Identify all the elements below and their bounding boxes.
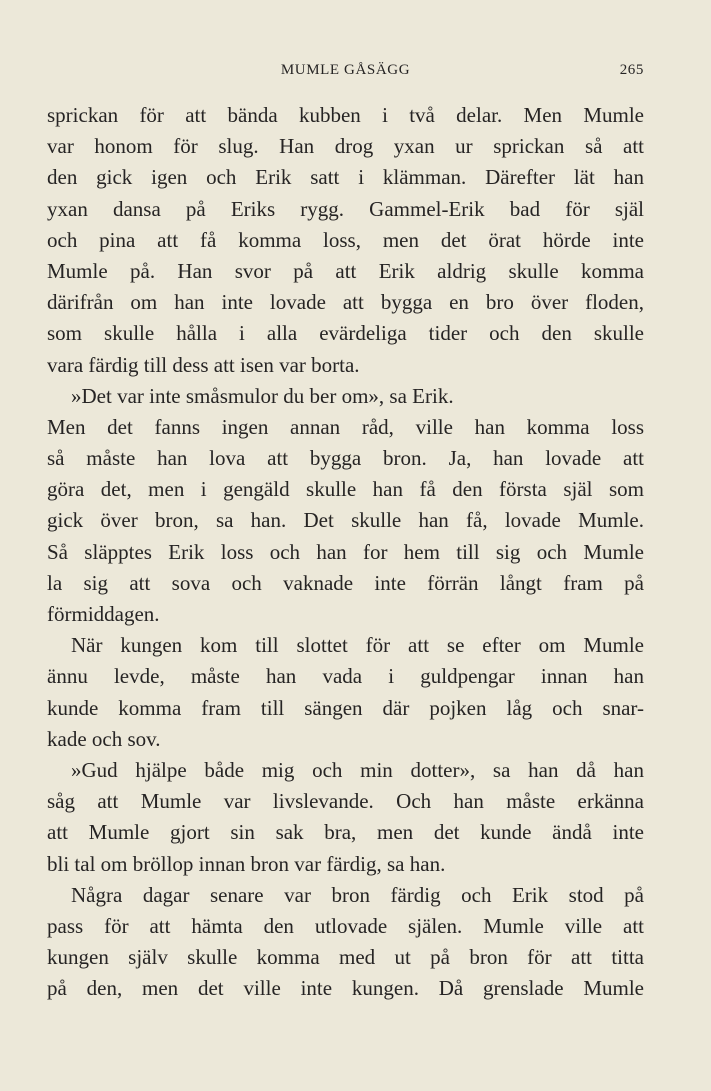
text-line: »Gud hjälpe både mig och min dotter», sa han då han bbox=[71, 757, 644, 782]
text-line: kungen själv skulle komma med ut på bron för att titta bbox=[47, 945, 644, 970]
text-line: kunde komma fram till sängen där pojken låg och snar- bbox=[47, 695, 644, 720]
text-line: göra det, men i gengäld skulle han få den första själ som bbox=[47, 477, 644, 502]
text-line: yxan dansa på Eriks rygg. Gammel-Erik bad för själ bbox=[47, 196, 644, 221]
text-line: som skulle hålla i alla evärdeliga tider och den skulle bbox=[47, 321, 644, 346]
text-line: ännu levde, måste han vada i guldpengar innan han bbox=[47, 664, 644, 689]
page-number: 265 bbox=[619, 62, 644, 78]
text-line: därifrån om han inte lovade att bygga en bro över floden, bbox=[47, 290, 644, 315]
text-line: så måste han lova att bygga bron. Ja, han lovade att bbox=[47, 446, 644, 471]
text-line: bli tal om bröllop innan bron var färdig, sa han. bbox=[47, 851, 446, 876]
text-line: och pina att få komma loss, men det örat hörde inte bbox=[47, 227, 644, 252]
body-text bbox=[47, 100, 644, 1004]
text-line: När kungen kom till slottet för att se efter om Mumle bbox=[71, 633, 644, 658]
text-line: att Mumle gjort sin sak bra, men det kunde ändå inte bbox=[47, 820, 644, 845]
text-line: Några dagar senare var bron färdig och Erik stod på bbox=[71, 882, 644, 907]
text-line: la sig att sova och vaknade inte förrän långt fram på bbox=[47, 570, 644, 595]
text-line: gick över bron, sa han. Det skulle han få, lovade Mumle. bbox=[47, 508, 644, 533]
text-line: var honom för slug. Han drog yxan ur sprickan så att bbox=[47, 134, 644, 159]
running-title: MUMLE GÅSÄGG bbox=[280, 62, 411, 78]
text-line: Mumle på. Han svor på att Erik aldrig skulle komma bbox=[47, 258, 644, 283]
text-line: sprickan för att bända kubben i två delar. Men Mumle bbox=[47, 103, 644, 127]
text-line: »Det var inte småsmulor du ber om», sa Erik. bbox=[71, 383, 454, 408]
page-header bbox=[47, 62, 644, 84]
text-line: pass för att hämta den utlovade själen. Mumle ville att bbox=[47, 913, 644, 938]
text-line: den gick igen och Erik satt i klämman. Därefter lät han bbox=[47, 165, 644, 190]
text-line: Så släpptes Erik loss och han for hem till sig och Mumle bbox=[47, 539, 644, 564]
text-line: vara färdig till dess att isen var borta. bbox=[47, 352, 360, 377]
text-line: såg att Mumle var livslevande. Och han måste erkänna bbox=[47, 789, 644, 814]
text-line: kade och sov. bbox=[47, 726, 161, 751]
text-line: förmiddagen. bbox=[47, 602, 160, 626]
text-line: Men det fanns ingen annan råd, ville han komma loss bbox=[47, 414, 644, 439]
text-line: på den, men det ville inte kungen. Då grenslade Mumle bbox=[47, 976, 644, 1001]
